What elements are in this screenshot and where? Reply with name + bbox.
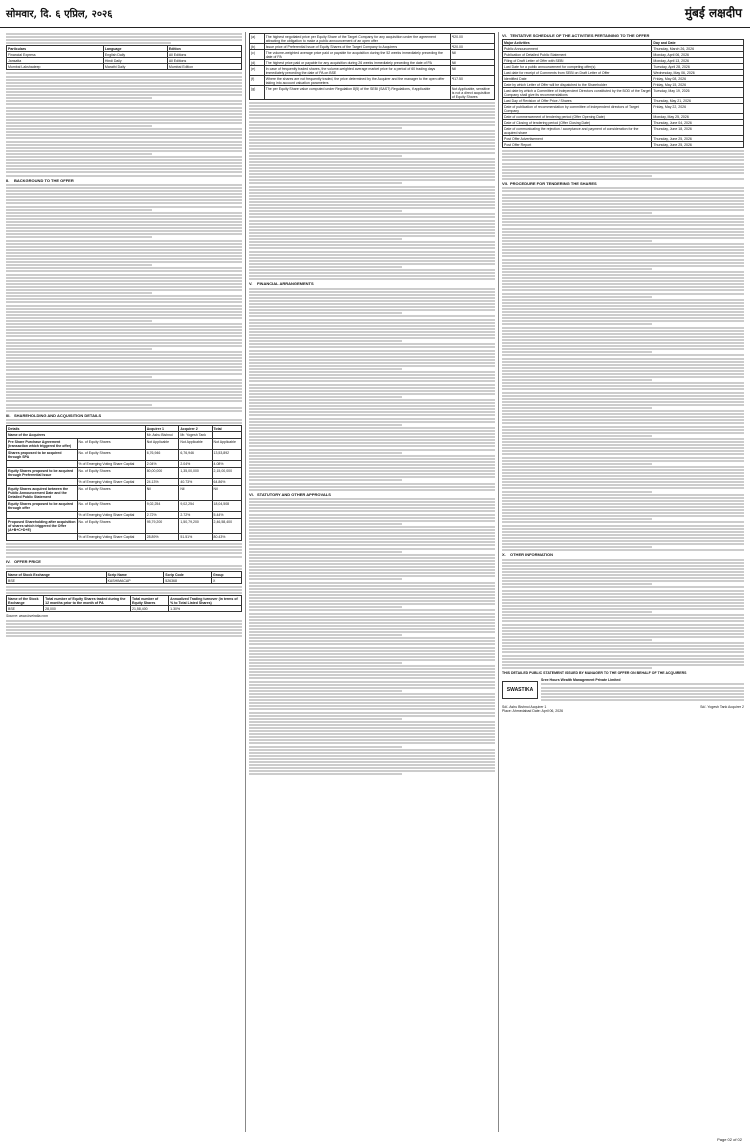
body-text — [502, 559, 744, 669]
section-heading: VI. STATUTORY AND OTHER APPROVALS — [249, 491, 331, 497]
table-row: Pre Share Purchase Agreement (transaction which triggered the offer) No. of Equity Shares Not Applicable Not Applicable Not Applicable — [7, 439, 242, 450]
section-heading: VII. PROCEDURE FOR TENDERING THE SHARES — [502, 181, 597, 187]
body-text — [249, 498, 495, 775]
body-text — [502, 150, 744, 180]
table-row: (f) Where the shares are not frequently traded, the price determined by the Acquirer and the manager to the open offer taking into account valuation parameters ₹17.50 — [250, 76, 495, 86]
table-row: BSE 28,000 21,58,400 1.30% — [7, 606, 242, 612]
manager-logo — [502, 678, 744, 702]
table-row: Post Offer Report Thursday, June 25, 2026 — [503, 142, 744, 148]
section-heading: X. OTHER INFORMATION — [502, 552, 554, 558]
table-row: Last Day of Revision of Offer Price / Shares Thursday, May 21, 2026 — [503, 98, 744, 104]
body-text — [6, 543, 242, 557]
table-row: % of Emerging Voting Share Capital 28.89% 51.51% 80.43% — [7, 534, 242, 541]
table-header: Language — [103, 46, 167, 52]
table-row: Last Date for a public announcement for competing offer(s) Tuesday, April 28, 2026 — [503, 64, 744, 70]
table-row: (b) Issue price of Preferential Issue of Equity Shares of the Target Company to Acquirers ₹20.00 — [250, 44, 495, 50]
newspaper-table — [6, 45, 242, 70]
section-heading: II. BACKGROUND TO THE OFFER — [6, 177, 74, 183]
table-row: Filing of Draft Letter of Offer with SEBI Monday, April 13, 2026 — [503, 58, 744, 64]
body-text — [6, 72, 242, 176]
table-row: Date of Closing of tendering period (Offer Closing Date) Thursday, June 04, 2026 — [503, 120, 744, 126]
schedule-table: Major Activities Day and Date Public Announcement Thursday, March 26, 2026 Publication of Detailed Public Statement Monday, April 06, 2026 Filing of Draft Letter of Offer with SEBI Monday, April 13, 2026 Last Date for a public announcement for competing offer(s) Tuesday, April 28, 2026 Last date for receipt of Comments from SEBI on Draft Letter of Offer Wednesday, May 06, 2026 Identified Date Friday, May 08, 2026 Date by which Letter of Offer will be dispatched to the Shareholder Friday, May 15, 2026 Last date by which a Committee of Independent Directors constituted by the BOD of the Target Company shall give its recommendations Tuesday, May 19, 2026 Last Day of Revision of Offer Price / Shares Thursday, May 21, 2026 Date of publication of recommendation by committee of independent directors of Target Company Friday, May 22, 2026 Date of commencement of tendering period (Offer Opening Date) Monday, May 25, 2026 Date of Closing of tendering period (Offer Closing Date) Thursday, June 04, 2026 Date of communicating the rejection / acceptance and payment of consideration for the acquired share Thursday, June 18, 2026 Post Offer Advertisement Thursday, June 25, 2026 Post Offer Report Thursday, June 25, 2026 — [502, 39, 744, 148]
newspaper-title: मुंबई लक्षदीप — [684, 6, 742, 20]
table-row: Equity Shares proposed to be acquired through Preferential Issue No. of Equity Shares 80,00,000 1,35,00,000 2,15,00,000 — [7, 468, 242, 479]
table-row: % of Emerging Voting Share Capital 2.72% 2.72% 5.44% — [7, 512, 242, 519]
shareholding-table: Details Acquirer 1 Acquirer 2 Total Name of the Acquirers Mr. Ashu Bishnoi Mr. Yogesh Tank Pre Share Purchase Agreement (transaction which triggered the offer) No. of Equity Shares Not Applicable Not Applicable Not Applicable Shares proposed to be acquired through SPA No. of Equity Shares 6,76,946 6,76,946 13,53,892 % of Emerging Voting Share Capital 2.04% 2.04% 4.08% Equity Shares proposed to be acquired through Preferential Issue No. of Equity Shares 80,00,000 1,35,00,000 2,15,00,000 % of Emerging Voting Share Capital 24.13% 40.73% 64.86% Equity Shares acquired between the Public Announcement Date and the Detailed Public Statement No. of Equity Shares Nil Nil Nil Equity Shares proposed to be acquired through offer No. of Equity Shares 9,02,254 9,02,254 18,04,508 % of Emerging Voting Share Capital 2.72% 2.72% 5.44% Proposed Shareholding after acquisition of shares which triggered the Offer (A+B+C+D+E) No. of Equity Shares 95,79,200 1,50,79,200 2,46,58,400 % of Emerging Voting Share Capital 28.89% 51.51% 80.43% — [6, 425, 242, 541]
exchange-table: Name of Stock Exchange Scrip Name Scrip Code Group BSE KASHIMACAP 526368 X — [6, 571, 242, 584]
body-text — [249, 102, 495, 280]
issue-date: सोमवार, दि. ६ एप्रिल, २०२६ — [6, 9, 113, 20]
table-row: (c) The volume-weighted average price paid or payable for acquisition during the 52 weeks immediately preceding the date of PA Nil — [250, 50, 495, 60]
offer-price-table — [249, 33, 495, 100]
table-row: Date of publication of recommendation by committee of independent directors of Target Company Friday, May 22, 2026 — [503, 104, 744, 114]
manager-name: Sree Hours Wealth Management Private Limited — [541, 678, 621, 683]
body-text — [6, 586, 242, 594]
place-date: Place: Ahmedabad Date: April 06, 2026 — [502, 709, 564, 714]
swastika-logo-icon: SWASTIKA — [502, 681, 538, 699]
table-row: Financial Express English Daily All Editions — [7, 52, 242, 58]
table-row: (e) In case of frequently traded shares, the volume-weighted average market price for a period of 60 trading days immediately preceding the date of PA on BSE Nil — [250, 66, 495, 76]
table-row: Date by which Letter of Offer will be dispatched to the Shareholder Friday, May 15, 2026 — [503, 82, 744, 88]
table-row: Post Offer Advertisement Thursday, June 25, 2026 — [503, 136, 744, 142]
column-1 — [6, 32, 242, 1132]
table-row: (a) The highest negotiated price per Equity Share of the Target Company for any acquisition under the agreement attracting the obligation to make a public announcement of an open offer ₹20.00 — [250, 34, 495, 44]
issued-by: THIS DETAILED PUBLIC STATEMENT ISSUED BY MANAGER TO THE OFFER ON BEHALF OF THE ACQUIRERS — [502, 670, 687, 675]
table-row: BSE KASHIMACAP 526368 X — [7, 578, 242, 584]
body-text — [541, 683, 744, 700]
body-text — [6, 565, 242, 570]
table-header: Particulars — [7, 46, 104, 52]
table-row: Public Announcement Thursday, March 26, 2026 — [503, 46, 744, 52]
table-row: Last date for receipt of Comments from SEBI on Draft Letter of Offer Wednesday, May 06, 2026 — [503, 70, 744, 76]
table-row: Equity Shares proposed to be acquired through offer No. of Equity Shares 9,02,254 9,02,254 18,04,508 — [7, 501, 242, 512]
table-row: Jansatta Hindi Daily All Editions — [7, 58, 242, 64]
body-text — [6, 419, 242, 424]
table-row: (g) The per Equity Share value computed under Regulation 8(5) of the SEBI (SAST) Regulations, if applicable Not Applicable, sensitive is not a direct acquisition of Equity Shares — [250, 86, 495, 100]
signature-acquirer-2: Sd/- Yogesh Tank Acquirer 2 — [700, 705, 744, 710]
table-row: (d) The highest price paid or payable for any acquisition during 26 weeks immediately preceding the date of PA Nil — [250, 60, 495, 66]
table-row: Date of communicating the rejection / acceptance and payment of consideration for the acquired share Thursday, June 18, 2026 — [503, 126, 744, 136]
signature-acquirer-1: Sd/- Ashu Bishnoi Acquirer 1 — [502, 705, 547, 710]
page-number: Page 02 of 02 — [717, 1137, 742, 1142]
column-divider — [498, 32, 499, 1132]
column-3 — [502, 32, 744, 1132]
section-heading: VI. TENTATIVE SCHEDULE OF THE ACTIVITIES PERTAINING TO THE OFFER — [502, 33, 650, 38]
section-heading: IV. OFFER PRICE — [6, 558, 41, 564]
table-header: Edition — [167, 46, 241, 52]
body-text — [502, 187, 744, 551]
table-row: Shares proposed to be acquired through SPA No. of Equity Shares 6,76,946 6,76,946 13,53,892 — [7, 450, 242, 461]
table-source: Source: www.bseindia.com — [6, 614, 49, 619]
table-row: Date of commencement of tendering period (Offer Opening Date) Monday, May 25, 2026 — [503, 114, 744, 120]
column-2 — [249, 32, 495, 1132]
table-row: Last date by which a Committee of Independent Directors constituted by the BOD of the Target Company shall give its recommendations Tuesday, May 19, 2026 — [503, 88, 744, 98]
table-row: Equity Shares acquired between the Public Announcement Date and the Detailed Public Statement No. of Equity Shares Nil Nil Nil — [7, 486, 242, 501]
section-heading: V. FINANCIAL ARRANGEMENTS — [249, 281, 314, 287]
masthead — [0, 0, 750, 28]
table-row: % of Emerging Voting Share Capital 24.13% 40.73% 64.86% — [7, 479, 242, 486]
table-row: % of Emerging Voting Share Capital 2.04% 2.04% 4.08% — [7, 461, 242, 468]
table-row: Mumbai Lakshadeep Marathi Daily Mumbai Edition — [7, 64, 242, 70]
section-heading: III. SHAREHOLDING AND ACQUISITION DETAILS — [6, 412, 102, 418]
body-text — [6, 184, 242, 412]
body-text — [249, 288, 495, 491]
table-row: Identified Date Friday, May 08, 2026 — [503, 76, 744, 82]
column-divider — [245, 32, 246, 1132]
table-row: Publication of Detailed Public Statement Monday, April 06, 2026 — [503, 52, 744, 58]
table-row: Proposed Shareholding after acquisition of shares which triggered the Offer (A+B+C+D+E) No. of Equity Shares 95,79,200 1,50,79,200 2,46,58,400 — [7, 519, 242, 534]
body-text — [6, 620, 242, 637]
traded-table: Name of the Stock Exchange Total number of Equity Shares traded during the 12 months prior to the month of PA Total number of Equity Shares Annualized Trading turnover (in terms of % to Total Listed Shares) BSE 28,000 21,58,400 1.30% — [6, 595, 242, 612]
